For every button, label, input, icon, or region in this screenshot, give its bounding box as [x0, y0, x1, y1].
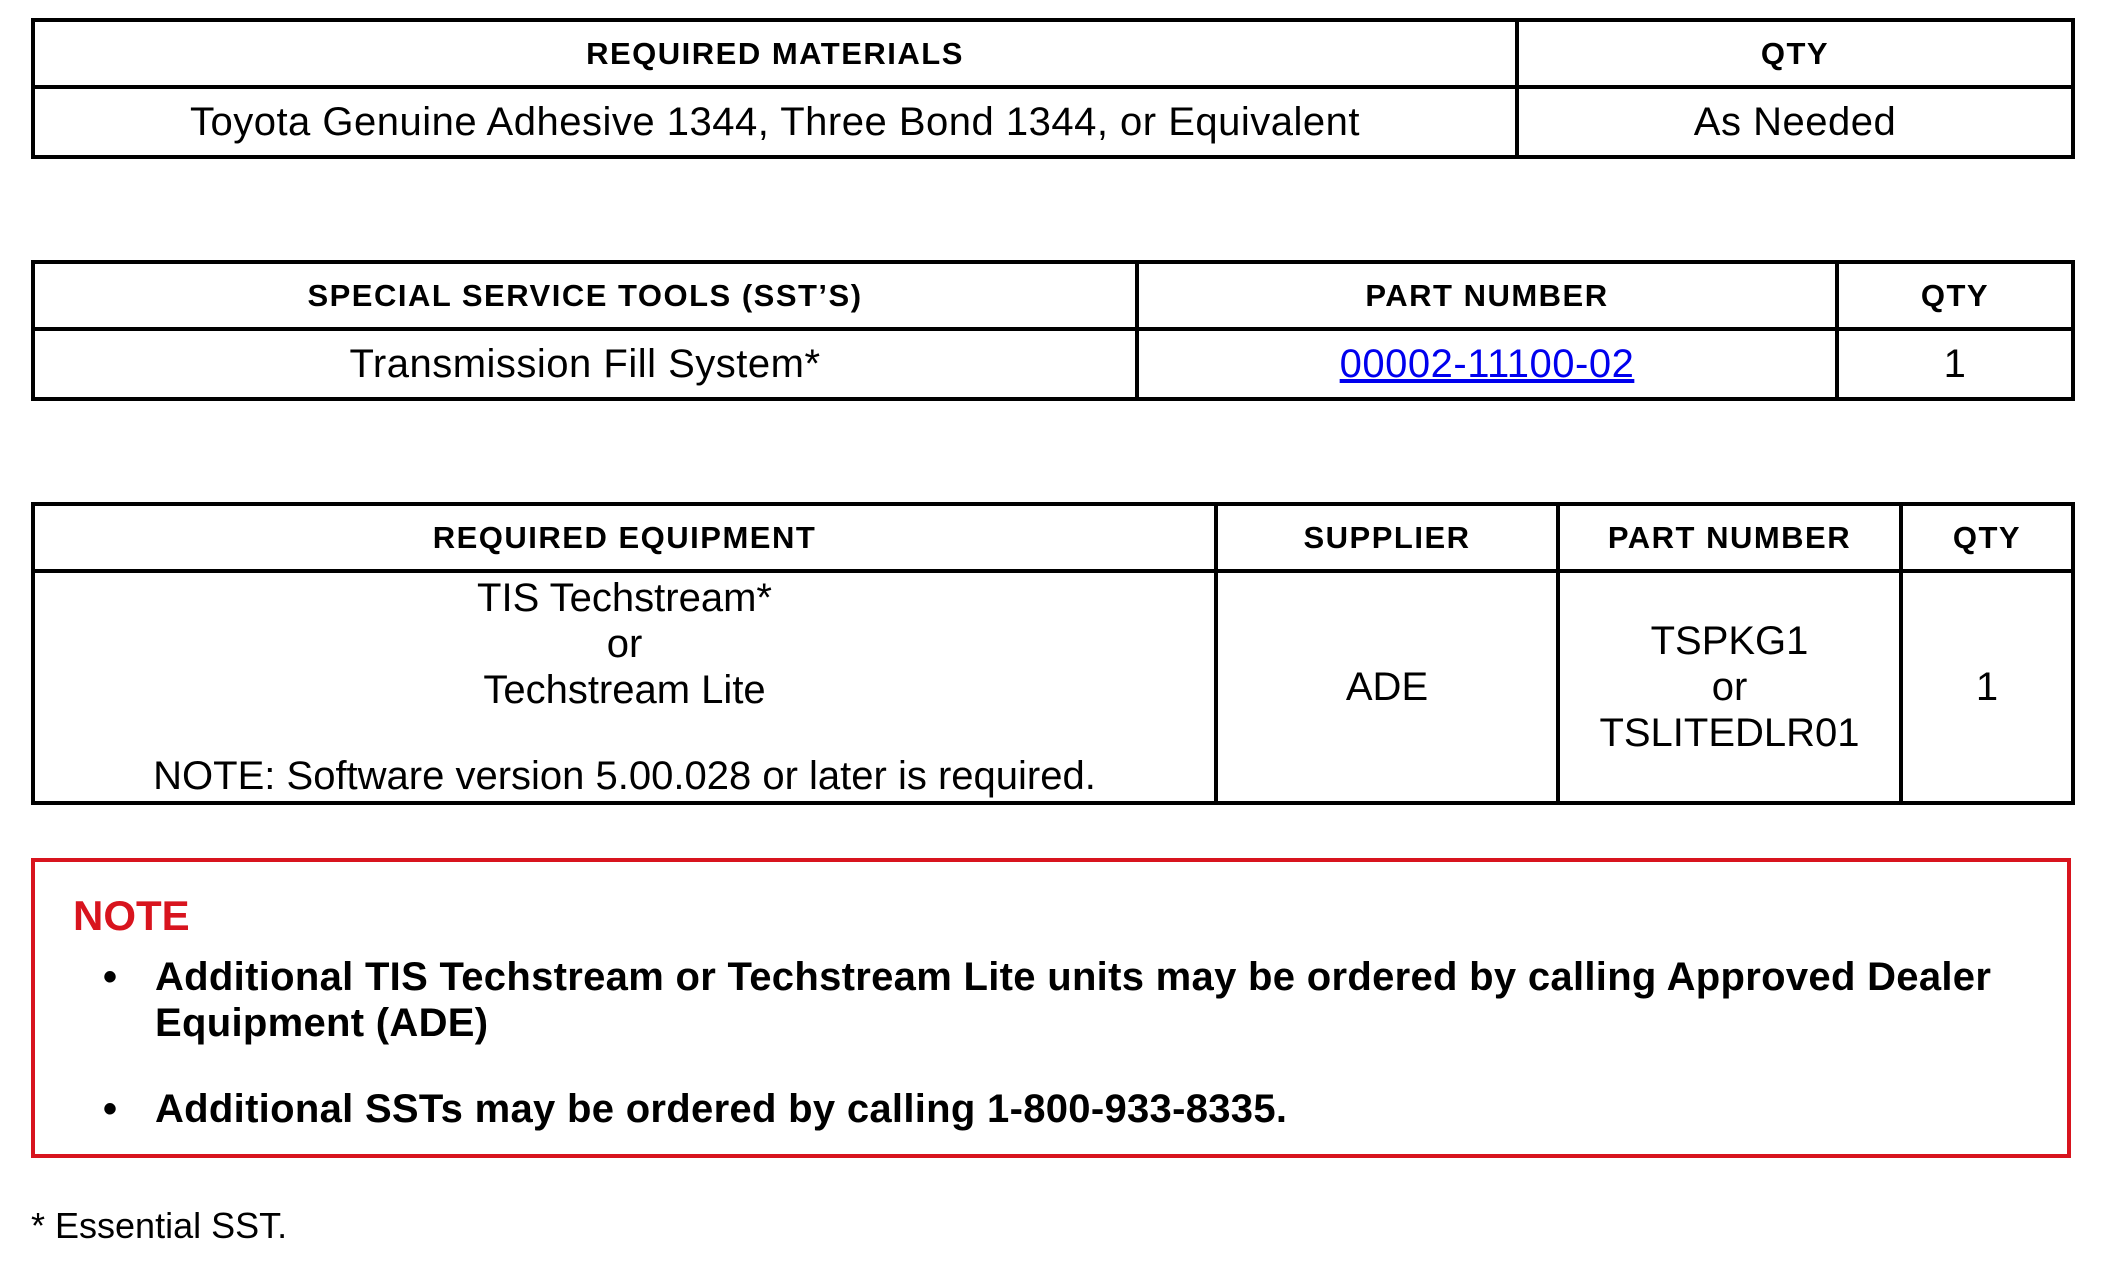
sst-header: SPECIAL SERVICE TOOLS (SST’S) — [33, 262, 1137, 329]
qty-header: QTY — [1517, 20, 2073, 87]
required-materials-table — [31, 18, 2075, 159]
table-row — [33, 329, 2073, 399]
equipment-cell — [33, 571, 1216, 803]
bullet-icon: • — [103, 1087, 118, 1131]
required-equipment-header: REQUIRED EQUIPMENT — [33, 504, 1216, 571]
tool-qty-cell: 1 — [1837, 329, 2073, 399]
qty-header: QTY — [1901, 504, 2073, 571]
note-item-text: Additional TIS Techstream or Techstream Lite units may be ordered by calling Approved Dealer Equipment (ADE) — [155, 955, 1992, 1045]
equipment-line: or — [606, 622, 643, 666]
part-number-line: TSLITEDLR01 — [1599, 711, 1860, 755]
note-title: NOTE — [73, 892, 190, 939]
part-number-line: or — [1711, 665, 1748, 709]
bullet-icon: • — [103, 955, 118, 999]
table-header-row — [33, 504, 2073, 571]
equipment-qty-cell: 1 — [1901, 571, 2073, 803]
special-service-tools-table — [31, 260, 2075, 401]
supplier-header: SUPPLIER — [1216, 504, 1558, 571]
material-name-cell: Toyota Genuine Adhesive 1344, Three Bond 1344, or Equivalent — [33, 87, 1517, 157]
table-header-row — [33, 262, 2073, 329]
part-number-header: PART NUMBER — [1137, 262, 1837, 329]
qty-header: QTY — [1837, 262, 2073, 329]
table-row — [33, 87, 2073, 157]
tool-name-cell: Transmission Fill System* — [33, 329, 1137, 399]
note-item — [103, 1086, 2003, 1132]
required-equipment-table — [31, 502, 2075, 805]
note-item — [103, 954, 2003, 1046]
equipment-line: TIS Techstream* — [477, 576, 772, 620]
material-qty-cell: As Needed — [1517, 87, 2073, 157]
supplier-cell: ADE — [1216, 571, 1558, 803]
software-version-note: NOTE: Software version 5.00.028 or later is required. — [153, 754, 1096, 798]
equipment-line: Techstream Lite — [483, 668, 766, 712]
part-number-header: PART NUMBER — [1558, 504, 1901, 571]
part-number-link[interactable]: 00002-11100-02 — [1339, 341, 1635, 386]
equipment-part-number-cell — [1558, 571, 1901, 803]
footnote: * Essential SST. — [31, 1205, 288, 1246]
table-header-row — [33, 20, 2073, 87]
part-number-cell — [1137, 329, 1837, 399]
table-row — [33, 571, 2073, 803]
part-number-line: TSPKG1 — [1650, 619, 1809, 663]
note-item-text: Additional SSTs may be ordered by calling 1-800-933-8335. — [155, 1087, 1288, 1131]
note-box — [31, 858, 2071, 1158]
required-materials-header: REQUIRED MATERIALS — [33, 20, 1517, 87]
